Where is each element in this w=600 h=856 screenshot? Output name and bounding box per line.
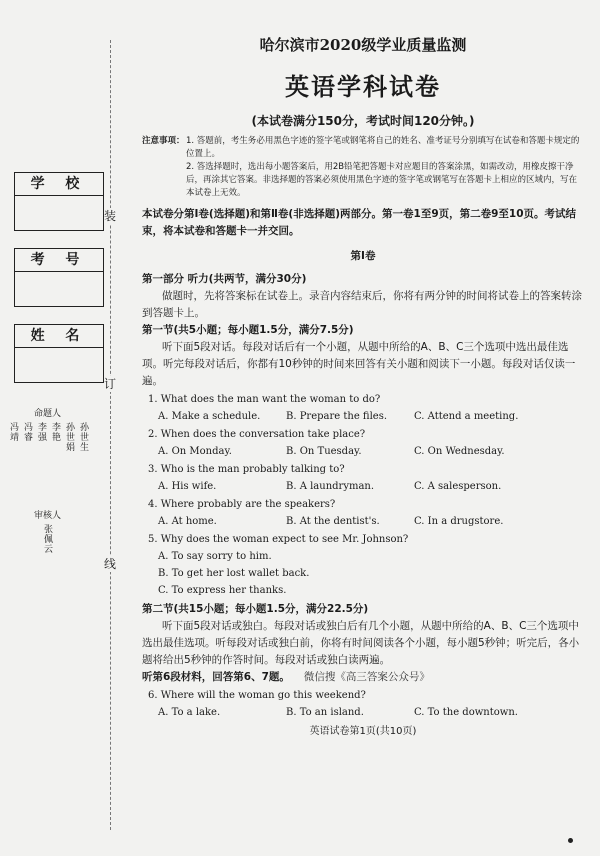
question-text: 4. Where probably are the speakers? xyxy=(148,499,336,510)
option-c: C. To express her thanks. xyxy=(158,585,287,596)
watermark-text: 微信搜《高三答案公众号》 xyxy=(303,671,430,683)
sub2-instruction: 听下面5段对话或独白。每段对话或独白后有几个小题，从题中所给的A、B、C三个选项中选出最佳选项。听每段对话或独白前，你将有时间阅读各个小题，每小题5秒钟；听完后，各小题将给出5秒钟的作答时间。每段对话或独白读两遍。 xyxy=(142,620,580,666)
section1-instruction: 做题时，先将答案标在试卷上。录音内容结束后，你将有两分钟的时间将试卷上的答案转涂到答题卡上。 xyxy=(142,290,582,319)
binding-char-zhuang: 装 xyxy=(98,208,122,224)
exam-title: 哈尔滨市2020级学业质量监测 xyxy=(259,36,467,54)
exam-number-fill-area[interactable] xyxy=(15,272,103,306)
authors-list xyxy=(8,422,88,452)
option-c: C. To the downtown. xyxy=(414,707,518,718)
option-c: C. On Wednesday. xyxy=(414,446,505,457)
reviewer-name: 张佩云 xyxy=(42,524,52,554)
name-label: 姓 名 xyxy=(15,325,103,348)
author-name: 冯靖 xyxy=(8,422,18,442)
corner-dot xyxy=(568,838,573,843)
question-text: 1. What does the man want the woman to do? xyxy=(148,394,381,405)
question-text: 2. When does the conversation take place? xyxy=(148,429,366,440)
reviewer-title: 审核人 xyxy=(34,511,62,521)
exam-number-box[interactable] xyxy=(14,248,104,307)
author-name: 孙世娟 xyxy=(64,422,74,452)
binding-dashed-line xyxy=(110,40,111,830)
exam-info: (本试卷满分150分，考试时间120分钟。) xyxy=(251,114,475,128)
option-a: A. His wife. xyxy=(158,481,217,492)
question-text: 6. Where will the woman go this weekend? xyxy=(148,690,366,701)
exam-intro: 本试卷分第Ⅰ卷(选择题)和第Ⅱ卷(非选择题)两部分。第一卷1至9页，第二卷9至10页。考试结束，将本试卷和答题卡一并交回。 xyxy=(142,208,577,237)
option-b: B. To get her lost wallet back. xyxy=(158,568,310,579)
note-item-1: 1. 答题前，考生务必用黑色字迹的签字笔或钢笔将自己的姓名、准考证号分别填写在试卷和答题卡规定的位置上。 xyxy=(186,136,580,159)
question-text: 3. Who is the man probably talking to? xyxy=(148,464,345,475)
binding-char-xian: 线 xyxy=(98,556,122,572)
author-name: 孙世生 xyxy=(78,422,88,452)
question-1 xyxy=(142,392,584,425)
authors-title: 命题人 xyxy=(34,409,62,419)
option-c: C. In a drugstore. xyxy=(414,516,504,527)
exam-content xyxy=(142,34,584,721)
question-5 xyxy=(142,532,584,599)
author-name: 李艳 xyxy=(50,422,60,442)
exam-number-label: 考 号 xyxy=(15,249,103,272)
option-a: A. To say sorry to him. xyxy=(158,551,272,562)
option-a: A. Make a schedule. xyxy=(158,411,261,422)
option-a: A. On Monday. xyxy=(158,446,232,457)
binding-char-ding: 订 xyxy=(98,376,122,392)
notes-section xyxy=(142,135,584,200)
note-item-2: 2. 答选择题时，选出每小题答案后，用2B铅笔把答题卡对应题目的答案涂黑，如需改动，用橡皮擦干净后，再涂其它答案。非选择题的答案必须使用黑色字迹的签字笔或钢笔写在答题卡上相应的区域内，写在本试卷上无效。 xyxy=(186,162,578,198)
material-text: 听第6段材料，回答第6、7题。 xyxy=(142,671,290,683)
question-2 xyxy=(142,427,584,460)
option-b: B. At the dentist's. xyxy=(286,516,380,527)
sub2-material xyxy=(142,669,584,686)
reviewer-list xyxy=(42,524,52,554)
page-footer: 英语试卷第1页(共10页) xyxy=(309,726,417,737)
name-box[interactable] xyxy=(14,324,104,383)
sub1-title: 第一节(共5小题；每小题1.5分，满分7.5分) xyxy=(142,324,354,336)
author-name: 李强 xyxy=(36,422,46,442)
part-title: 第Ⅰ卷 xyxy=(350,250,376,262)
question-text: 5. Why does the woman expect to see Mr. Johnson? xyxy=(148,534,409,545)
author-name: 冯睿 xyxy=(22,422,32,442)
subject-title: 英语学科试卷 xyxy=(285,73,441,101)
question-4 xyxy=(142,497,584,530)
notes-head: 注意事项： xyxy=(142,136,185,146)
question-6 xyxy=(142,688,584,721)
option-b: B. Prepare the files. xyxy=(286,411,388,422)
question-3 xyxy=(142,462,584,495)
school-label: 学 校 xyxy=(15,173,103,196)
sub1-instruction: 听下面5段对话。每段对话后有一个小题，从题中所给的A、B、C三个选项中选出最佳选项。听完每段对话后，你都有10秒钟的时间来回答有关小题和阅读下一小题。每段对话仅读一遍。 xyxy=(142,341,576,387)
school-box[interactable] xyxy=(14,172,104,231)
option-c: C. A salesperson. xyxy=(414,481,502,492)
school-fill-area[interactable] xyxy=(15,196,103,230)
sub2-title: 第二节(共15小题；每小题1.5分，满分22.5分) xyxy=(142,603,369,615)
option-c: C. Attend a meeting. xyxy=(414,411,519,422)
name-fill-area[interactable] xyxy=(15,348,103,382)
option-a: A. At home. xyxy=(158,516,217,527)
option-b: B. On Tuesday. xyxy=(286,446,362,457)
option-b: B. A laundryman. xyxy=(286,481,375,492)
option-b: B. To an island. xyxy=(286,707,364,718)
section1-title: 第一部分 听力(共两节，满分30分) xyxy=(142,273,307,285)
option-a: A. To a lake. xyxy=(158,707,221,718)
